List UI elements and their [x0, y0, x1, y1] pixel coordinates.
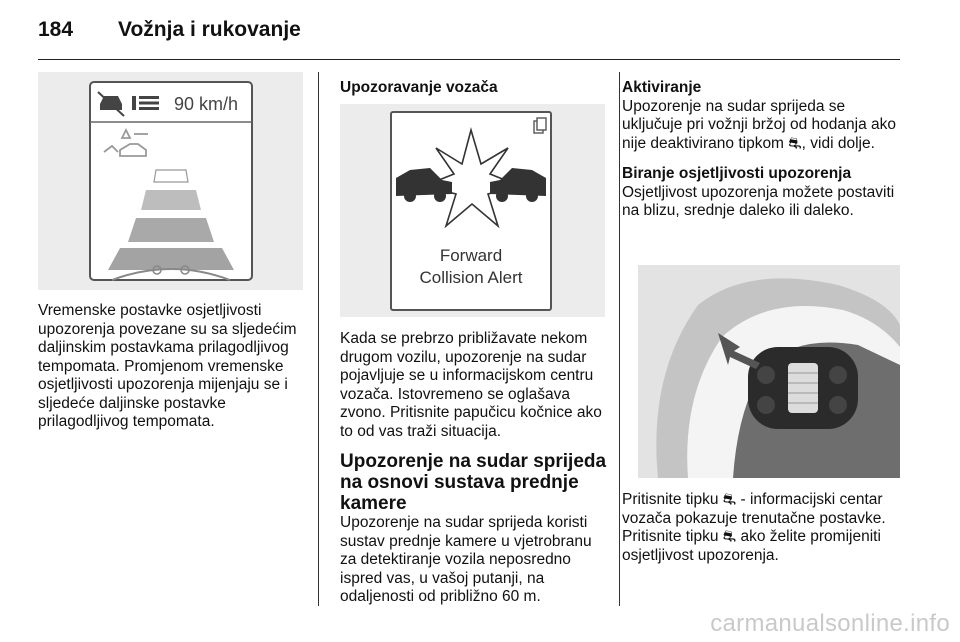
section-subheading: Upozoravanje vozača — [340, 79, 498, 96]
set-button-icon — [829, 396, 847, 414]
sensitivity-subheading: Biranje osjetljivosti upozorenja — [622, 165, 852, 182]
collision-alert-button-icon — [757, 366, 775, 384]
forward-collision-alert-illustration — [340, 104, 605, 317]
page-number: 184 — [38, 18, 74, 41]
watermark: carmanualsonline.info — [710, 610, 950, 637]
cluster-display-illustration — [38, 72, 303, 290]
page-header — [38, 18, 301, 42]
cruise-button-icon — [829, 366, 847, 384]
column-divider-1 — [318, 72, 319, 606]
column-divider-2 — [619, 72, 620, 606]
steering-wheel-illustration — [638, 265, 900, 478]
cluster-distance-figure — [38, 72, 303, 290]
activation-paragraph: Upozorenje na sudar sprijeda se uključuje pri vožnji bržoj od hodanja ako nije deaktivirano tipkom ⛐, vidi dolje. — [622, 97, 896, 152]
camera-paragraph: Upozorenje na sudar sprijeda koristi sustav prednje kamere u vjetrobranu za detektiranje vozila neposredno ispred vas, u vašoj putanji, na odaljenosti od približno 60 m. — [340, 514, 592, 605]
forward-collision-alert-figure — [340, 104, 605, 317]
column-3-top — [622, 79, 906, 221]
camera-section-heading: Upozorenje na sudar sprijeda na osnovi sustava prednje kamere — [340, 451, 607, 514]
steering-wheel-figure — [638, 265, 900, 478]
alert-line-1: Forward — [439, 246, 503, 265]
speed-readout: 90 km/h — [174, 94, 239, 114]
distance-thumbwheel — [788, 363, 818, 413]
distance-settings-paragraph: Vremenske postavke osjetljivosti upozorenja povezane su sa sljedećim daljinskim postavkama prilagodljivog tempomata. Promjenom vremenske osjetljivosti upozorenja mijenjaju se i sljedeće daljinske postavke prilagodljivog tempomata. — [38, 302, 297, 430]
activation-subheading: Aktiviranje — [622, 79, 702, 96]
header-rule — [38, 59, 900, 60]
column-2-heading — [340, 79, 605, 98]
column-3-bottom — [622, 491, 906, 565]
sensitivity-paragraph: Osjetljivost upozorenja možete postaviti na blizu, srednje daleko ili daleko. — [622, 183, 895, 219]
page-title: Vožnja i rukovanje — [118, 18, 301, 41]
button-instructions-paragraph: Pritisnite tipku ⛐ - informacijski centar vozača pokazuje trenutačne postavke. Pritisnite tipku ⛐ ako želite promijeniti osjetljivost upozorenja. — [622, 491, 886, 564]
column-2 — [340, 330, 608, 607]
column-1 — [38, 302, 310, 432]
driver-alert-paragraph: Kada se prebrzo približavate nekom drugom vozilu, upozorenje na sudar pojavljuje se u informacijskom centru vozača. Istovremeno se oglašava zvono. Pritisnite papučicu kočnice ako to od vas traži situacija. — [340, 330, 602, 440]
alert-line-2: Collision Alert — [419, 268, 523, 287]
cancel-button-icon — [757, 396, 775, 414]
